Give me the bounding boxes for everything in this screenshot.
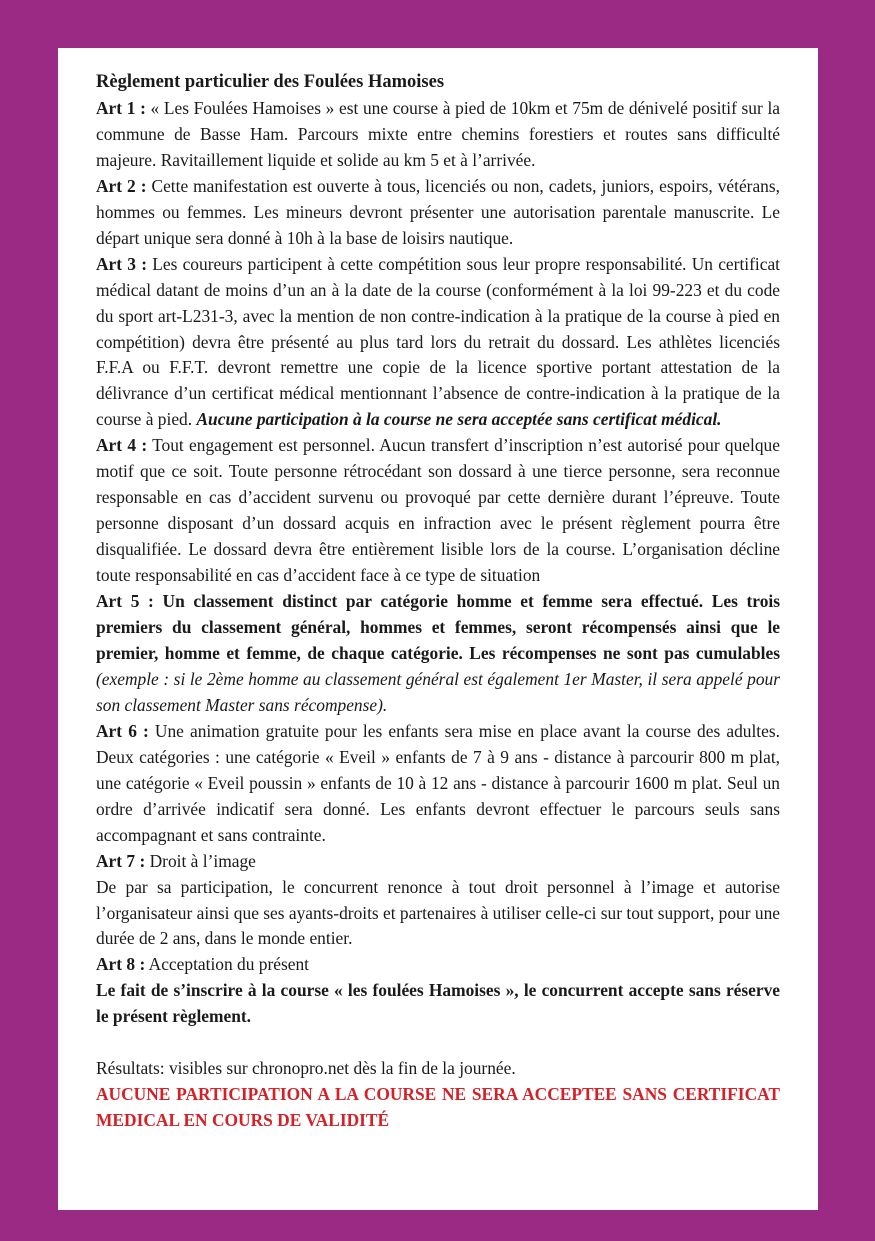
document-title: Règlement particulier des Foulées Hamoises bbox=[96, 72, 445, 92]
article-8-label: Art 8 : bbox=[96, 954, 146, 975]
article-3 bbox=[96, 252, 780, 434]
article-1 bbox=[96, 96, 780, 174]
article-4-label: Art 4 : bbox=[96, 435, 148, 456]
article-1-text: « Les Foulées Hamoises » est une course à pied de 10km et 75m de dénivelé positif sur la commune de Basse Ham. Parcours mixte entre chemins forestiers et routes sans difficulté majeure. Ravitaillement liquide et solide au km 5 et à l’arrivée. bbox=[96, 97, 780, 170]
article-5 bbox=[96, 589, 780, 719]
article-8-heading bbox=[96, 952, 780, 978]
article-4-text: Tout engagement est personnel. Aucun transfert d’inscription n’est autorisé pour quelque motif que ce soit. Toute personne rétrocédant son dossard à une tierce personne, sera reconnue responsable en cas d’accident survenu ou provoqué par cette dernière durant l’épreuve. Toute personne disposant d’un dossard acquis en infraction avec le présent règlement pourra être disqualifiée. Le dossard devra être entièrement lisible lors de la course. L’organisation décline toute responsabilité en cas d’accident face à ce type de situation bbox=[96, 435, 780, 586]
medical-certificate-warning: AUCUNE PARTICIPATION A LA COURSE NE SERA ACCEPTEE SANS CERTIFICAT MEDICAL EN COURS DE VALIDITÉ bbox=[96, 1084, 780, 1131]
article-6-text: Une animation gratuite pour les enfants sera mise en place avant la course des adultes. Deux catégories : une catégorie « Eveil » enfants de 7 à 9 ans - distance à parcourir 800 m plat, une catégorie « Eveil poussin » enfants de 10 à 12 ans - distance à parcourir 1600 m plat. Seul un ordre d’arrivée indicatif sera donné. Les enfants devront effectuer le parcours seuls sans accompagnant et sans contrainte. bbox=[96, 720, 780, 845]
article-7-body: De par sa participation, le concurrent renonce à tout droit personnel à l’image et autorise l’organisateur ainsi que ses ayants-droits et partenaires à utiliser celle-ci sur tout support, pour une durée de 2 ans, dans le monde entier. bbox=[96, 876, 780, 949]
article-2-text: Cette manifestation est ouverte à tous, licenciés ou non, cadets, juniors, espoirs, vétérans, hommes ou femmes. Les mineurs devront présenter une autorisation parentale manuscrite. Le départ unique sera donné à 10h à la base de loisirs nautique. bbox=[96, 175, 780, 248]
article-8-text: Acceptation du présent bbox=[148, 954, 309, 975]
article-2 bbox=[96, 174, 780, 252]
article-1-label: Art 1 : bbox=[96, 97, 146, 118]
article-3-emphasis: Aucune participation à la course ne sera acceptée sans certificat médical. bbox=[196, 409, 722, 430]
article-7-text: Droit à l’image bbox=[149, 850, 256, 871]
article-4 bbox=[96, 433, 780, 589]
rules-document bbox=[96, 70, 780, 1134]
article-5-text: Un classement distinct par catégorie homme et femme sera effectué. Les trois premiers du classement général, hommes et femmes, seront récompensés ainsi que le premier, homme et femme, de chaque catégorie. Les récompenses ne sont pas cumulables bbox=[96, 591, 780, 663]
article-6-label: Art 6 : bbox=[96, 720, 149, 741]
article-5-example: (exemple : si le 2ème homme au classement général est également 1er Master, il sera appelé pour son classement Master sans récompense). bbox=[96, 668, 780, 715]
article-3-text: Les coureurs participent à cette compétition sous leur propre responsabilité. Un certificat médical datant de moins d’un an à la date de la course (conformément à la loi 99-223 et du code du sport art-L231-3, avec la mention de non contre-indication à la pratique de la course à pied en compétition) devra être présenté au plus tard lors du retrait du dossard. Les athlètes licenciés F.F.A ou F.F.T. devront remettre une copie de la licence sportive portant attestation de la délivrance d’un certificat médical mentionnant l’absence de contre-indication à la pratique de la course à pied. bbox=[96, 253, 780, 430]
section-spacer bbox=[96, 1030, 780, 1056]
article-5-label: Art 5 : bbox=[96, 591, 154, 612]
article-8-body: Le fait de s’inscrire à la course « les foulées Hamoises », le concurrent accepte sans réserve le présent règlement. bbox=[96, 980, 780, 1027]
rules-panel bbox=[58, 48, 818, 1210]
results-note: Résultats: visibles sur chronopro.net dès la fin de la journée. bbox=[96, 1058, 516, 1079]
article-6 bbox=[96, 719, 780, 849]
article-2-label: Art 2 : bbox=[96, 175, 147, 196]
article-7-heading bbox=[96, 849, 780, 875]
article-3-label: Art 3 : bbox=[96, 253, 148, 274]
article-7-label: Art 7 : bbox=[96, 850, 146, 871]
